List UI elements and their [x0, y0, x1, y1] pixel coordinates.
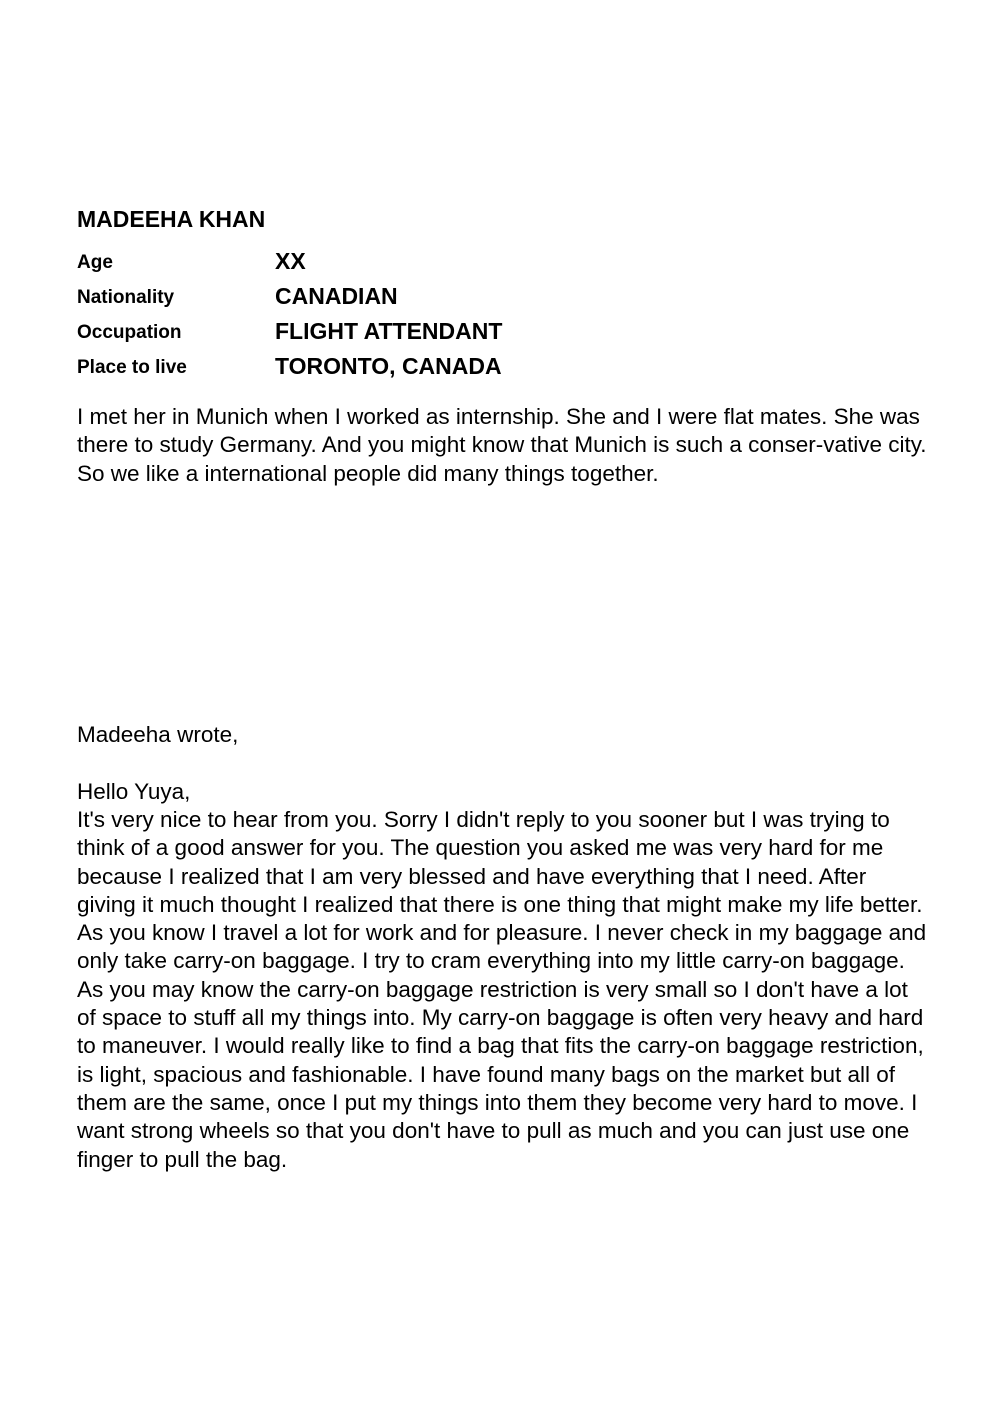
- letter-body: [77, 806, 927, 1174]
- letter-attribution: Madeeha wrote,: [77, 722, 239, 747]
- profile-row-nationality: [77, 275, 777, 310]
- place-to-live-label: Place to live: [77, 357, 187, 378]
- age-label: Age: [77, 252, 113, 273]
- letter-paragraph: As you know I travel a lot for work and for pleasure. I never check in my baggage and only take carry-on baggage. I try to cram everything into my little carry-on baggage. As you may know the carry-on baggage restriction is very small so I don't have a lot of space to stuff all my things into. My carry-on baggage is often very heavy and hard to maneuver. I would really like to find a bag that fits the carry-on baggage restriction, is light, spacious and fashionable. I have found many bags on the market but all of them are the same, once I put my things into them they become very hard to move. I want strong wheels so that you don't have to pull as much and you can just use one finger to pull the bag.: [77, 920, 927, 1172]
- place-to-live-value: TORONTO, CANADA: [275, 353, 502, 379]
- profile-name: MADEEHA KHAN: [77, 206, 266, 232]
- nationality-value: CANADIAN: [275, 283, 398, 309]
- profile-row-place-to-live: [77, 345, 777, 380]
- letter-greeting: Hello Yuya,: [77, 779, 191, 804]
- profile-row-occupation: [77, 310, 777, 345]
- letter-paragraph: It's very nice to hear from you. Sorry I didn't reply to you sooner but I was trying to think of a good answer for you. The question you asked me was very hard for me because I realized that I am very blessed and have everything that I need. After giving it much thought I realized that there is one thing that might make my life better.: [77, 807, 923, 917]
- occupation-label: Occupation: [77, 322, 182, 343]
- intro-paragraph: I met her in Munich when I worked as internship. She and I were flat mates. She was there to study Germany. And you might know that Munich is such a conser-vative city. So we like a international people did many things together.: [77, 404, 927, 486]
- profile-row-age: [77, 240, 777, 275]
- occupation-value: FLIGHT ATTENDANT: [275, 318, 503, 344]
- age-value: XX: [275, 248, 306, 274]
- nationality-label: Nationality: [77, 287, 175, 308]
